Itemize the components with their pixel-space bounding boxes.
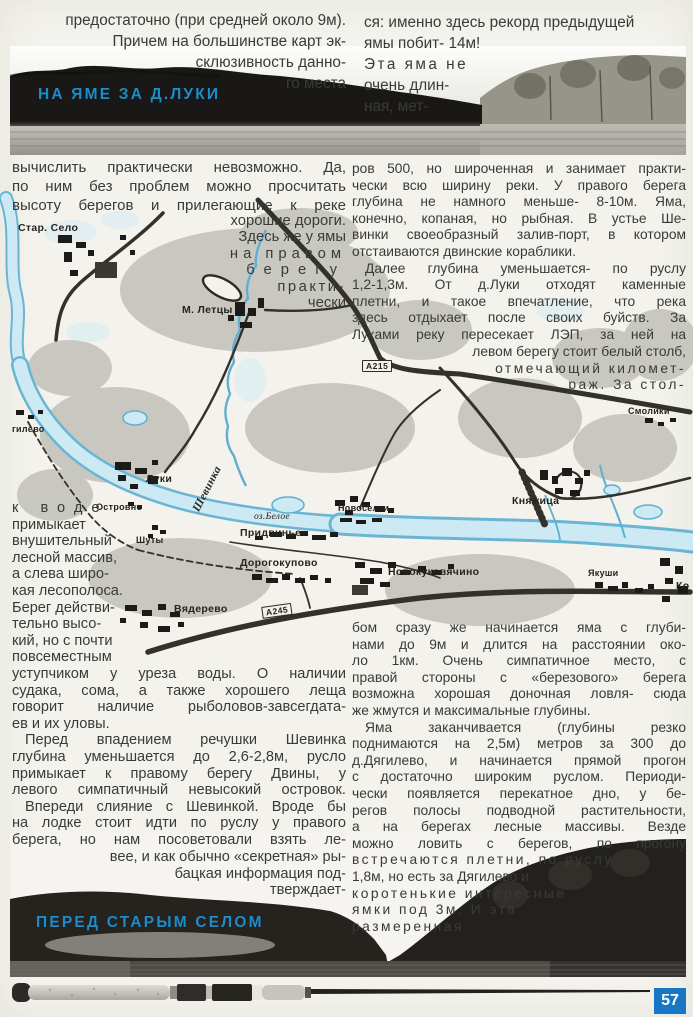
left-column-bottom-wedge <box>60 849 346 899</box>
text-line: винки своеобразный залив-порт, в котором <box>352 227 686 243</box>
map-label: Луки <box>146 473 173 485</box>
map-label: Дорогокупово <box>240 557 318 569</box>
text-line: ев и их уловы. <box>12 715 110 732</box>
text-line: ная, мет- <box>364 98 429 115</box>
text-line: уступчиком у уреза воды. О наличии <box>12 666 346 682</box>
text-line: глубина уменьшается до 2,6-2,8м, русло <box>12 748 346 765</box>
text-line: глубина не намного меньше- 8-10м. Яма, <box>352 194 686 210</box>
rod-reel-seat <box>177 984 206 1001</box>
text-line: а на берегах лесные массивы. Везде <box>352 819 686 835</box>
text-line: вее, и как обычно «секретная» ры- <box>109 849 346 865</box>
text-line: плетни, и такое впечатление, что река <box>352 293 686 309</box>
text-line: 1,8м, но есть за Дягилево и <box>352 868 529 884</box>
text-line: на правом <box>229 245 346 262</box>
text-line: Впереди слияние с Шевинкой. Вроде бы <box>25 798 346 815</box>
rod-handle <box>28 985 170 1000</box>
map-label: Шуты <box>136 535 164 545</box>
map-label: Якуши <box>588 568 619 578</box>
right-column-paragraph-2 <box>352 620 686 935</box>
left-column-narrow <box>12 500 222 666</box>
map-label: Смолики <box>628 406 670 416</box>
text-line: ся: именно здесь рекорд предыдущей <box>364 14 635 31</box>
text-line: встречаются плетни, по руслу <box>352 852 614 868</box>
right-column-wedge <box>400 344 686 394</box>
text-line: к воде <box>12 500 109 516</box>
top-left-paragraph <box>10 10 346 94</box>
text-line: бацкая информация под- <box>174 865 346 882</box>
text-line: вычислить практически невозможно. Да, <box>12 159 346 176</box>
text-line: чески появляется перекатное дно, у бе- <box>352 785 686 801</box>
text-line: тверждает- <box>269 882 346 899</box>
text-line: левого симпатичный невысокий островок. <box>12 782 346 799</box>
text-line: коротенькие интересные <box>352 885 567 901</box>
map-label: Шевинка <box>190 464 224 514</box>
map-label: Ко <box>676 580 690 592</box>
left-column-upper <box>12 158 346 216</box>
rod-blank <box>311 989 650 994</box>
text-line: по ним без проблем можно просчитать <box>12 178 346 196</box>
text-line: Эта яма не <box>364 56 469 73</box>
map-label: оз.Белое <box>254 512 290 522</box>
text-line: 1,2-1,3м. От д.Луки отходят каменные <box>352 277 686 293</box>
map-label: Стар. Село <box>18 222 79 234</box>
text-line: можно ловить с берегов, по прогону <box>352 835 686 851</box>
text-line: на лодке стоит идти по руслу у правого <box>12 815 346 832</box>
text-line: отстаиваются двинские кораблики. <box>352 243 576 259</box>
map-label: А245 <box>261 603 293 619</box>
text-line: кая лесополоса. <box>12 582 123 599</box>
text-line: предостаточно (при средней около 9м). <box>65 12 346 29</box>
text-line: судака, сома, а также хорошего леща <box>12 682 346 699</box>
text-line: бом сразу же начинается яма с глуби- <box>352 620 686 635</box>
text-line: левом берегу стоит белый столб, <box>472 344 686 359</box>
text-line: же жмутся и максимальные глубины. <box>352 702 591 718</box>
text-line: берегу <box>246 262 346 279</box>
map-label: Новоселки <box>338 503 390 513</box>
text-line: здесь отдыхает после своих буйств. За <box>352 310 686 326</box>
left-column-wedge <box>100 213 346 311</box>
fishing-rod-image <box>10 979 686 1009</box>
text-line: ямки под 3м. И эта <box>352 902 518 918</box>
text-line: говорит наличие рыболовов-завсегдата- <box>12 699 346 716</box>
text-line: Яма заканчивается (глубины резко <box>365 719 686 735</box>
map-label: Вядерево <box>174 603 228 615</box>
map-label: Придвинье <box>240 527 302 539</box>
text-line: чески <box>307 295 346 312</box>
text-line: д.Дягилево, и начинается прямой прогон <box>352 752 686 768</box>
map-label: Новокуковячино <box>388 566 480 578</box>
text-line: чески всю ширину реки. У правого берега <box>352 177 686 193</box>
text-line: Берег действи- <box>12 599 115 616</box>
text-line: поднимаются на 2,5м) метров за 300 до <box>352 736 686 752</box>
text-line: Причем на большинстве карт эк- <box>112 33 346 50</box>
photo-title-na-yame: НА ЯМЕ ЗА Д.ЛУКИ <box>38 86 221 103</box>
right-column-paragraph-1 <box>352 161 686 344</box>
text-line: го места <box>285 75 346 92</box>
text-line: Перед впадением речушки Шевинка <box>25 732 346 749</box>
text-line: примыкает <box>12 516 86 533</box>
page-number-badge: 57 <box>654 988 686 1014</box>
text-line: хорошие дороги. <box>230 213 346 229</box>
text-line: правой стороны с «березового» берега <box>352 669 686 685</box>
text-line: внушительный <box>12 533 112 550</box>
text-line: практи- <box>277 278 346 295</box>
text-line: высоту берегов и прилегающие к реке <box>12 197 346 215</box>
text-line: примыкает к правому берегу Двины, у <box>12 765 346 782</box>
top-right-paragraph <box>364 12 686 117</box>
text-line: нами до 9м и длится на расстоянии око- <box>352 636 686 652</box>
text-line: лесной массив, <box>12 549 118 566</box>
text-line: а слева широ- <box>12 566 109 583</box>
text-line: ло 1км. Очень симпатичное место, с <box>352 653 686 669</box>
text-line: тельно высо- <box>12 616 102 633</box>
text-line: с достаточно широким руслом. Периоди- <box>352 769 686 785</box>
map-label: гилево <box>12 424 45 434</box>
text-line: очень длин- <box>364 77 450 94</box>
text-line: Здесь же у ямы <box>238 229 346 246</box>
text-line: склюзивность данно- <box>195 54 346 71</box>
map-label: А215 <box>362 360 392 372</box>
text-line: Далее глубина уменьшается- по руслу <box>365 260 686 276</box>
text-line: конечно, копаная, но рыбная. В устье Ше- <box>352 210 686 226</box>
map-label: Княжица <box>512 495 560 507</box>
text-line: ямы побит- 14м! <box>364 35 481 52</box>
text-line: раж. За стол- <box>568 377 686 393</box>
text-line: регов полосы подводной растительности, <box>352 802 686 818</box>
text-line: возможна хорошая доночная ловля- сюда <box>352 686 686 702</box>
map-label: Островно <box>96 502 143 512</box>
text-line: кий, но с почти <box>12 632 113 649</box>
text-line: повсеместным <box>12 649 112 666</box>
text-line: Луками реку пересекает ЛЭП, за ней на <box>352 326 686 342</box>
left-column-full <box>12 666 346 849</box>
text-line: размеренная <box>352 918 464 934</box>
text-line: берега, но нам посоветовали взять ле- <box>12 831 346 848</box>
text-line: отмечающий километ- <box>495 360 686 376</box>
text-line: ров 500, но широченная и занимает практи- <box>352 161 686 176</box>
photo-title-pered-starym-selom: ПЕРЕД СТАРЫМ СЕЛОМ <box>36 914 264 931</box>
map-label: М. Летцы <box>182 304 233 316</box>
